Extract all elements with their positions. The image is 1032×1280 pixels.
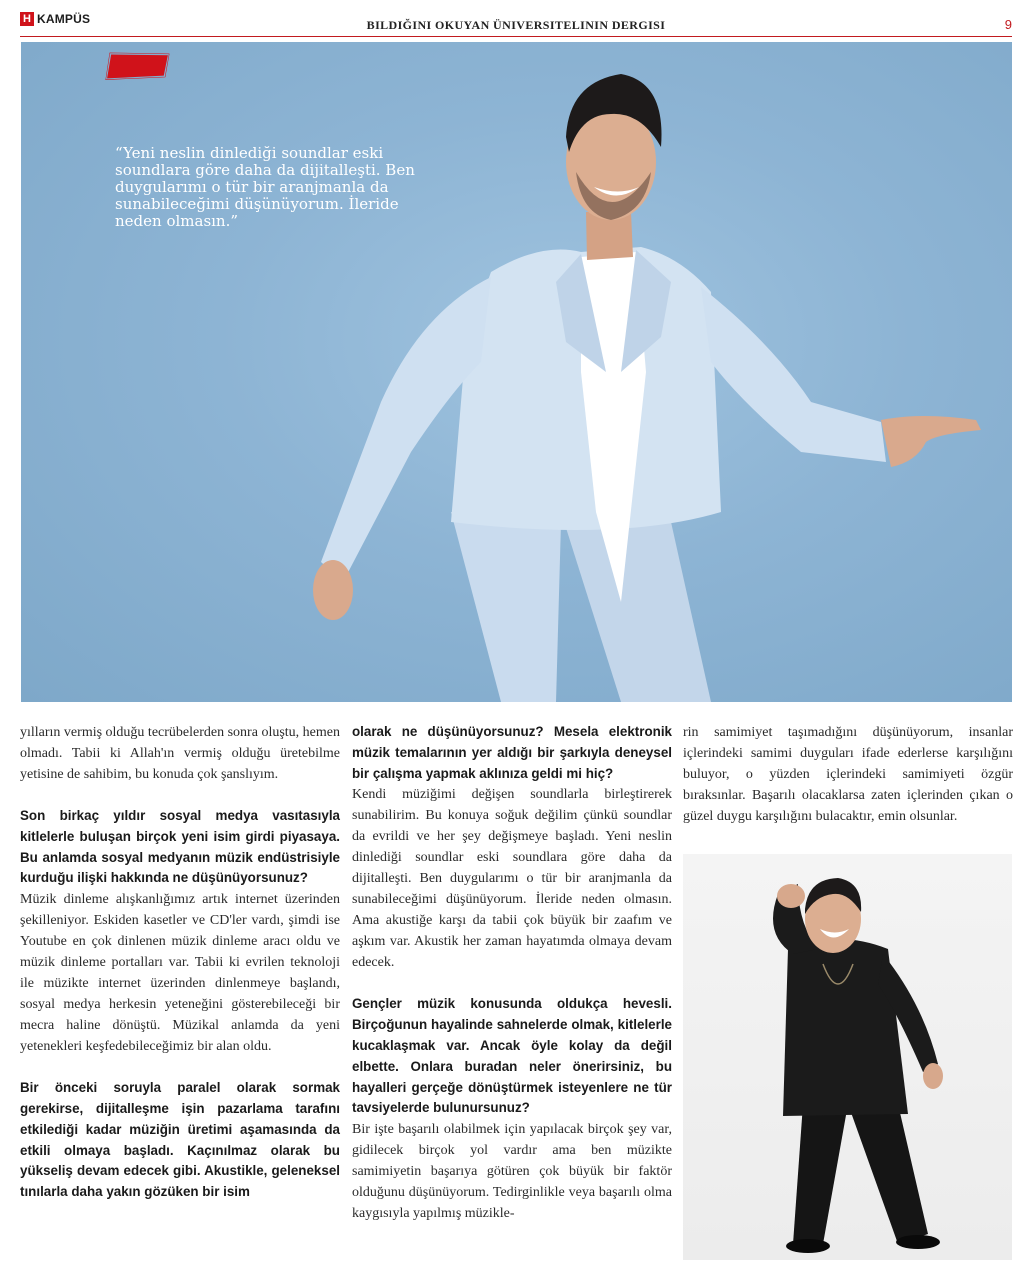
secondary-photo (683, 854, 1012, 1260)
paragraph-gap (352, 973, 672, 994)
interview-question: olarak ne düşünüyorsunuz? Mesela elektronik müzik temalarının yer aldığı bir şarkıyla deneysel bir çalışma yapmak aklınıza geldi mi hiç? (352, 724, 672, 781)
page-number: 9 (1004, 17, 1012, 32)
answer-text: rin samimiyet taşımadığını düşünüyorum, insanlar içlerindeki samimi duyguları ifade ederlerse karşılığını buluyor, o yüzden içlerindeki samimiyeti özgür bıraksınlar. Başarılı olacaklarsa zaten içlerinden çıkan o güzel duygu karşılığını bulacaktır, emin olsunlar. (683, 725, 1013, 824)
answer-text: Müzik dinleme alışkanlığımız artık internet üzerinden şekilleniyor. Eskiden kasetler ve CD'ler vardı, şimdi ise Youtube en çok dinlenen müzik dinleme aracı oldu ve müzik dinleme portalları var. Tabii ki evrilen teknoloji ile müzikte internet üzerinden dinlenmeye başlandı, sosyal medya herkesin yeteneğini gösterebileceği bir mecra haline dönüştü. Müzikal anlamda da yeni yetenekleri keşfedebileceğimiz bir alan oldu. (20, 892, 340, 1055)
magazine-tagline: BILDIĞINI OKUYAN ÜNIVERSITELININ DERGISI (366, 18, 666, 32)
pull-quote: “Yeni neslin dinlediği soundlar eski soundlara göre daha da dijitalleşti. Ben duygularımı o tür bir aranjmanla da sunabileceğimi düşünüyorum. İleride neden olmasın.” (115, 144, 415, 230)
article-column-3 (683, 722, 1013, 827)
article-column-2 (352, 722, 672, 1224)
logo-mark: H (20, 12, 34, 26)
answer-text: Bir işte başarılı olabilmek için yapılacak birçok şey var, gidilecek birçok yol vardır ama ben müzikte samimiyetin başarıya götüren çok büyük bir faktör olduğunu düşünüyorum. Tedirginlikle veya başarılı olma kaygısıyla yapılmış müzikle- (352, 1122, 672, 1222)
interview-question: Gençler müzik konusunda oldukça hevesli. Birçoğunun hayalinde sahnelerde olmak, kitlelerle kucaklaşmak var. Ancak öyle kolay da değil elbette. Onlara buradan neler önerirsiniz, bu hayalleri gerçeğe dönüştürmek isteyenlere ne tür tavsiyelerde bulunursunuz? (352, 996, 672, 1116)
interview-question: Bir önceki soruyla paralel olarak sormak gerekirse, dijitalleşme işin pazarlama tarafını etkilediği kadar müziğin üretimi aşamasında da etkili olmaya başladı. Kaçınılmaz olarak bu yükseliş devam edecek gibi. Akustikle, geleneksel tınılarla daha yakın gözüken bir isim (20, 1080, 340, 1200)
hero-photo (21, 42, 1012, 702)
article-column-1 (20, 722, 340, 1203)
paragraph-gap (20, 785, 340, 806)
answer-text: yılların vermiş olduğu tecrübelerden sonra oluştu, hemen olmadı. Tabii ki Allah'ın vermiş olduğu üretebilme yetisine de sahibim, bu konuda çok şanslıyım. (20, 725, 340, 782)
paragraph-gap (20, 1057, 340, 1078)
logo-text: KAMPÜS (37, 12, 91, 26)
page-header (20, 10, 1012, 36)
answer-text: Kendi müziğimi değişen soundlarla birleştirerek sunabilirim. Bu konuya soğuk değilim çünkü soundlar da evrildi ve her şey değişmeye başladı. Yeni neslin dinlediği soundlar eski soundlara göre daha da dijitalleşti. Ben duygularımı o tür bir aranjmanla da sunabileceğimi düşünüyorum. İleride neden olmasın. Ama akustiğe karşı da tabii çok büyük bir zaafım ve aşkım var. Akustik her zaman hayatımda olmaya devam edecek. (352, 787, 672, 971)
secondary-figure-illustration (683, 854, 1012, 1260)
interview-question: Son birkaç yıldır sosyal medya vasıtasıyla kitlelerle buluşan birçok yeni isim girdi piyasaya. Bu anlamda sosyal medyanın müzik endüstrisiyle kurduğu ilişki hakkında ne düşünüyorsunuz? (20, 808, 340, 886)
quote-box-shape (21, 42, 343, 154)
header-rule (20, 36, 1012, 37)
